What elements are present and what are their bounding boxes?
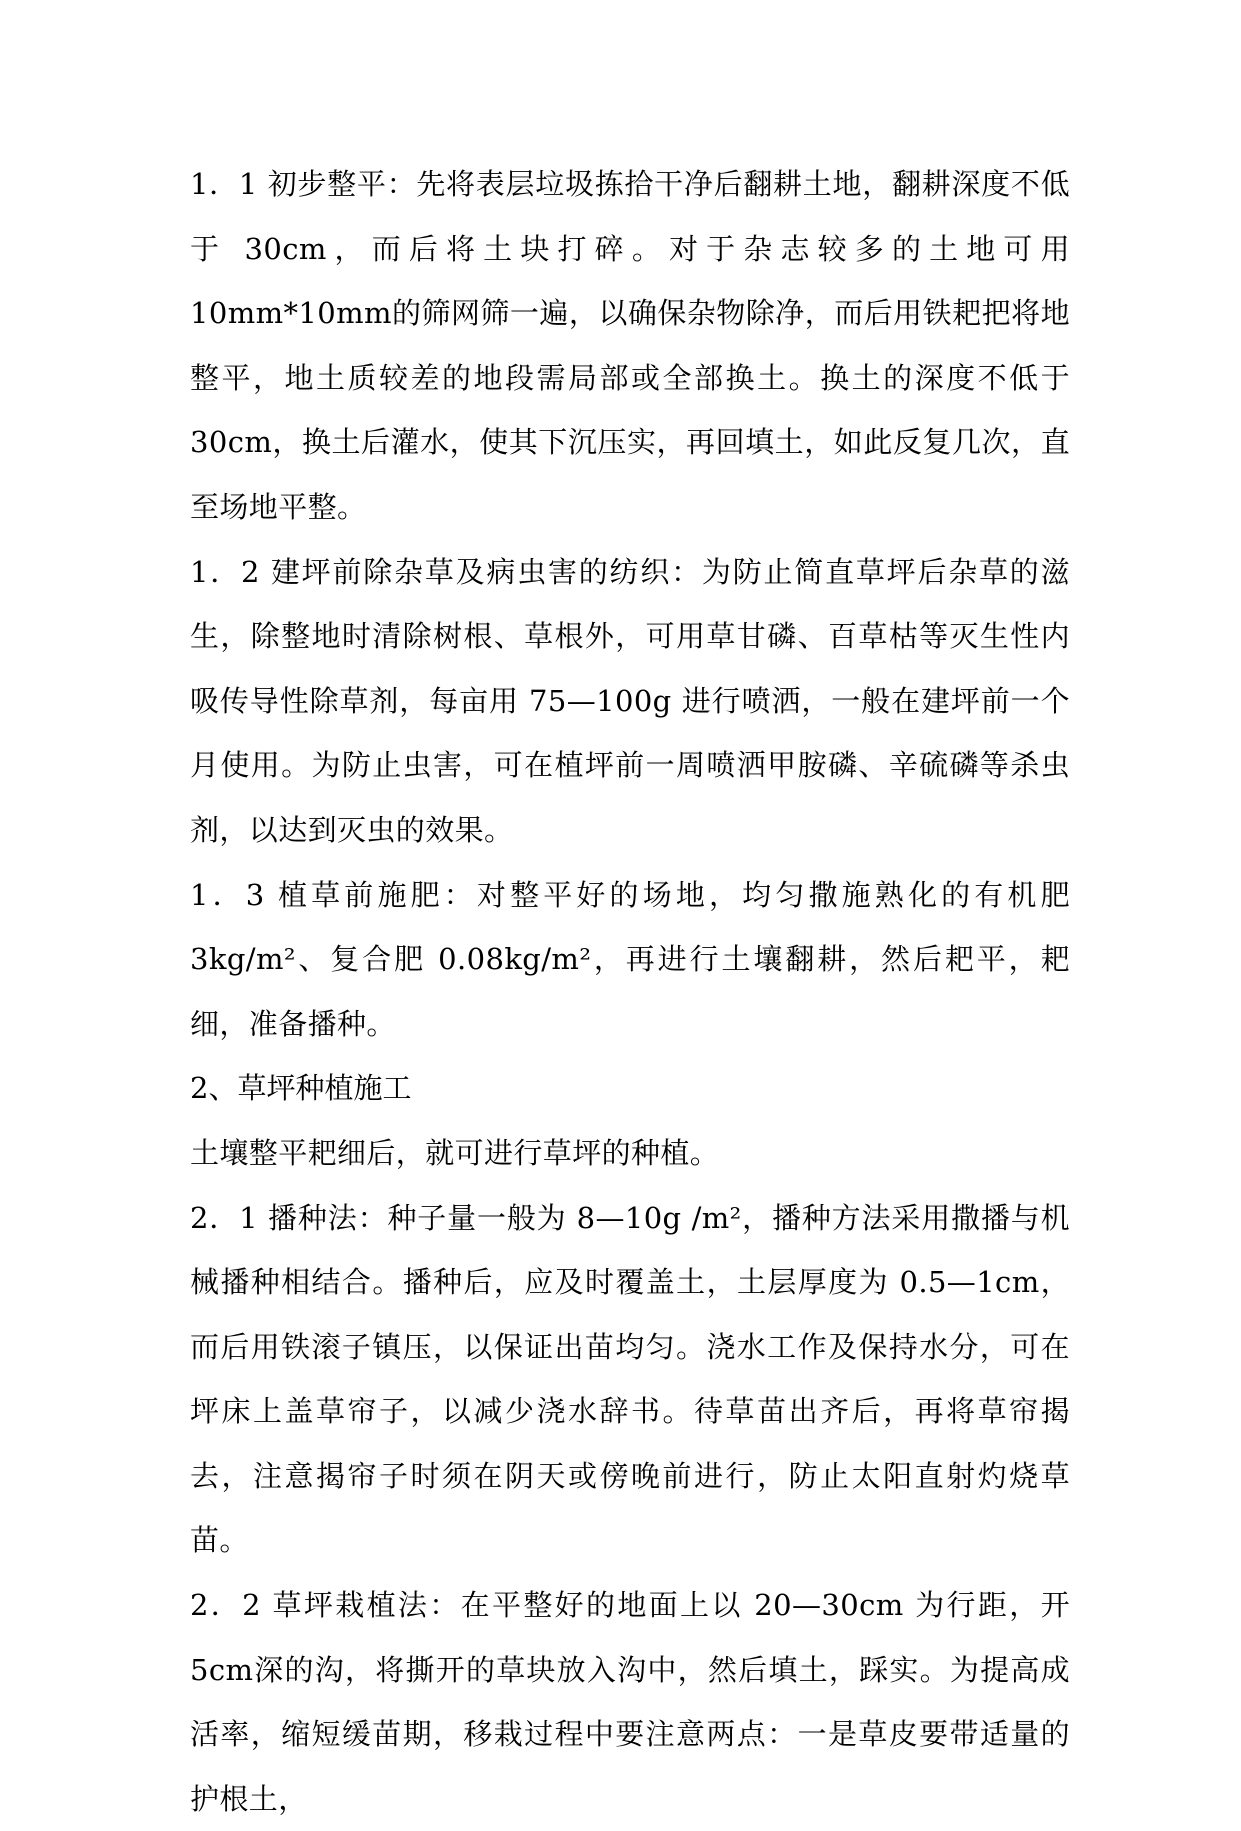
paragraph-planting-intro: 土壤整平耙细后，就可进行草坪的种植。 [190,1135,720,1170]
paragraph-fertilizing: 1．3 植草前施肥：对整平好的场地，均匀撒施熟化的有机肥 3kg/m²、复合肥 0.08kg/m²，再进行土壤翻耕，然后耙平，耙细，准备播种。 [190,877,1070,1041]
document-page [190,152,1070,1831]
paragraph-preliminary-leveling: 1．1 初步整平：先将表层垃圾拣拾干净后翻耕土地，翻耕深度不低于 30cm，而后将土块打碎。对于杂志较多的土地可用 10mm*10mm的筛网筛一遍，以确保杂物除净，而后用铁耙把将地整平，地土质较差的地段需局部或全部换土。换土的深度不低于 30cm，换土后灌水，使其下沉压实，再回填土，如此反复几次，直至场地平整。 [190,167,1070,524]
section-heading-lawn-planting: 2、草坪种植施工 [190,1071,412,1106]
paragraph-sod-planting-method: 2．2 草坪栽植法：在平整好的地面上以 20—30cm 为行距，开 5cm深的沟，将撕开的草块放入沟中，然后填土，踩实。为提高成活率，缩短缓苗期，移栽过程中要注意两点：一是草皮要带适量的护根土， [190,1588,1070,1816]
paragraph-seeding-method: 2．1 播种法：种子量一般为 8—10g /m²，播种方法采用撒播与机械播种相结合。播种后，应及时覆盖土，土层厚度为 0.5—1cm，而后用铁滚子镇压，以保证出苗均匀。浇水工作及保持水分，可在坪床上盖草帘子，以减少浇水辞书。待草苗出齐后，再将草帘揭去，注意揭帘子时须在阴天或傍晚前进行，防止太阳直射灼烧草苗。 [190,1200,1070,1558]
paragraph-weed-pest-removal: 1．2 建坪前除杂草及病虫害的纺织：为防止简直草坪后杂草的滋生，除整地时清除树根、草根外，可用草甘磷、百草枯等灭生性内吸传导性除草剂，每亩用 75—100g 进行喷洒，一般在建坪前一个月使用。为防止虫害，可在植坪前一周喷洒甲胺磷、辛硫磷等杀虫剂，以达到灭虫的效果。 [190,554,1070,847]
